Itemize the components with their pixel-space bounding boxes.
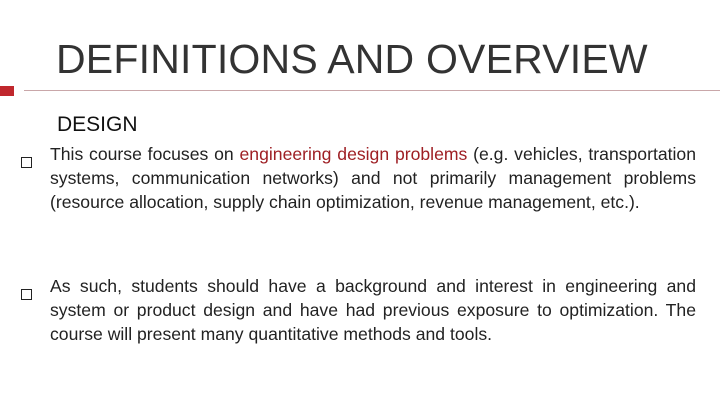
bullet-1-text [50,143,696,214]
slide-title: DEFINITIONS AND OVERVIEW [56,36,648,82]
bullet-1-highlight: engineering design problems [239,144,468,164]
bullet-2 [21,281,32,300]
title-divider [24,90,720,91]
bullet-1 [21,149,32,168]
bullet-1-post: (e.g. vehicles, transportation systems, communication networks) and not primarily management problems (resource allocation, supply chain optimization, revenue management, etc.). [50,144,696,212]
square-bullet-icon [21,157,32,168]
square-bullet-icon [21,289,32,300]
bullet-1-pre: This course focuses on [50,144,240,164]
section-heading: DESIGN [57,113,138,136]
bullet-2-text: As such, students should have a background and interest in engineering and system or product design and have had previous exposure to optimization. The course will present many quantitative methods and tools. [50,276,696,344]
accent-bar [0,86,14,96]
